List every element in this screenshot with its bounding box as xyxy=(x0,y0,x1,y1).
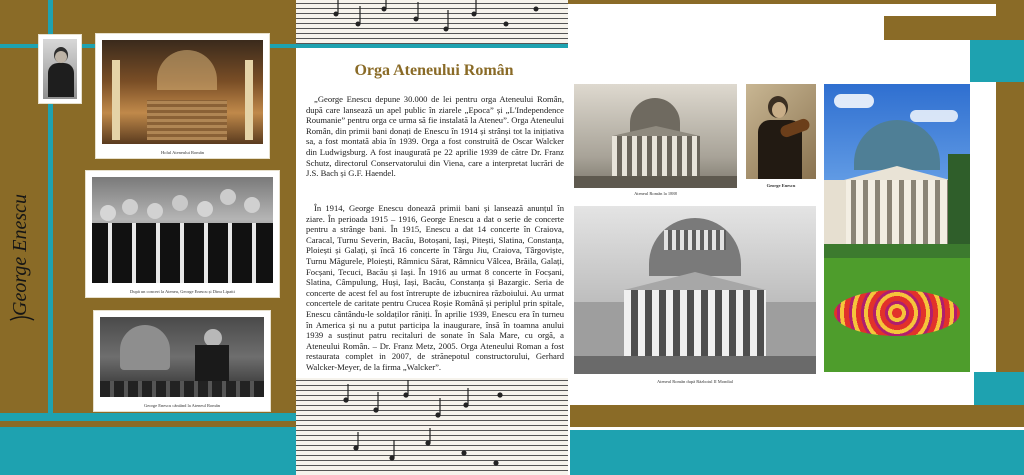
photo-caption: Ateneul Român după Războiul II Mondial xyxy=(656,379,734,384)
right-gold-bottom-band xyxy=(570,405,1024,427)
right-teal-corner xyxy=(970,40,1024,82)
ateneu-hall-image xyxy=(102,40,263,144)
ateneu-postwar-photo xyxy=(574,206,816,388)
ateneu-color-photo xyxy=(824,84,970,372)
enescu-violin-image xyxy=(746,84,816,179)
ateneu-1888-photo xyxy=(574,84,737,200)
group-image xyxy=(92,177,273,283)
article-title: Orga Ateneului Român xyxy=(354,62,514,79)
right-teal-bottom-band xyxy=(570,430,1024,475)
right-gold-top-bar xyxy=(568,0,884,4)
article-paragraph-2: În 1914, George Enescu donează primii bani și lansează anunțul în ziare. În perioada 1915 – 1916, George Enescu a dat o serie de concerte pentru a strânge bani. În 1915, Enescu a dat 14 concerte în Craiova, Caracal, Turnu Severin, Bacău, Botoșani, Iași, Pitești, Slatina, Constanța, Ploiești și Galați, și încă 16 concerte în Târgu Jiu, Craiova, Târgoviște, Turnu Măgurele, Ploiești, Râmnicu Sărat, Râmnicu Vâlcea, Brăila, Galați, Focșani, Tecuci, Bacău și Iași. În 1916 au urmat 8 concerte în Focșani, Slatina, Câmpulung, Huși, Iași, Bacău, Constanța și Bazargic. Seria de concerte de acest fel au fost întrerupte de izbucnirea războiului. Au urmat concertele de caritate pentru Crucea Roșie Română și periplul prin spitale, Enescu cântându-le soldaților răniți. În aprilie 1939, Enescu era în turneu în America și nu a putut participa la inaugurare, însă în toamna anului 1939 a susținut patru recitaluri de sonate în Sala Mare, cu orgă, a Ateneului Român. – Dr. Franz Metz, 2005. Orga Ateneului Roman a fost restaurata complet in 2007, de strănepotul constructorului, Gerhard Walcker-Meyer, de la firma „Walcker”. xyxy=(306,203,564,372)
photo-caption: George Enescu cântând la Ateneul Român xyxy=(143,403,221,408)
right-teal-side xyxy=(974,372,1024,405)
enescu-playing-photo xyxy=(93,310,271,412)
signature-text: George Enescu xyxy=(9,194,31,316)
photo-caption: Holul Ateneului Român xyxy=(161,150,204,155)
left-gold-bottom-strip xyxy=(0,421,296,427)
enescu-violin-photo xyxy=(746,84,816,190)
right-top-white-notch xyxy=(884,4,996,16)
music-sheet-top xyxy=(296,0,568,48)
enescu-lipatti-photo xyxy=(85,170,280,298)
portrait-photo xyxy=(38,34,82,104)
signature xyxy=(0,170,48,340)
ateneu-postwar-image xyxy=(574,206,816,374)
enescu-playing-image xyxy=(100,317,264,397)
photo-caption: Ateneul Român la 1888 xyxy=(634,191,677,196)
right-gold-side xyxy=(996,82,1024,372)
photo-caption: George Enescu xyxy=(766,183,796,188)
portrait-image xyxy=(43,39,77,99)
music-sheet-bottom xyxy=(296,378,568,475)
ateneu-color-image xyxy=(824,84,970,372)
ateneu-1888-image xyxy=(574,84,737,188)
ateneu-hall-photo xyxy=(95,33,270,159)
photo-caption: După un concert la Ateneu, George Enescu și Dinu Lipatti xyxy=(130,289,235,294)
article-paragraph-1: „George Enescu depune 30.000 de lei pentru orga Ateneului Român, după care lansează un apel public în ziarele „Epoca” și „L'Independence Roumanie” pentru orga ce urma să fie instalată la Ateneu”. Orga Ateneului Român, din primii bani donați de Enescu în 1914 și strânși tot la inițiativa sa, a fost montată abia în 1939. Orga a fost construită de Oscar Walcker din Ludwigsburg. A fost inaugurată pe 22 aprilie 1939 de către Dr. Franz Schutz, directorul Conservatorului din Viena, care a interpretat lucrări de J.S. Bach și G.F. Haendel. xyxy=(306,94,564,179)
